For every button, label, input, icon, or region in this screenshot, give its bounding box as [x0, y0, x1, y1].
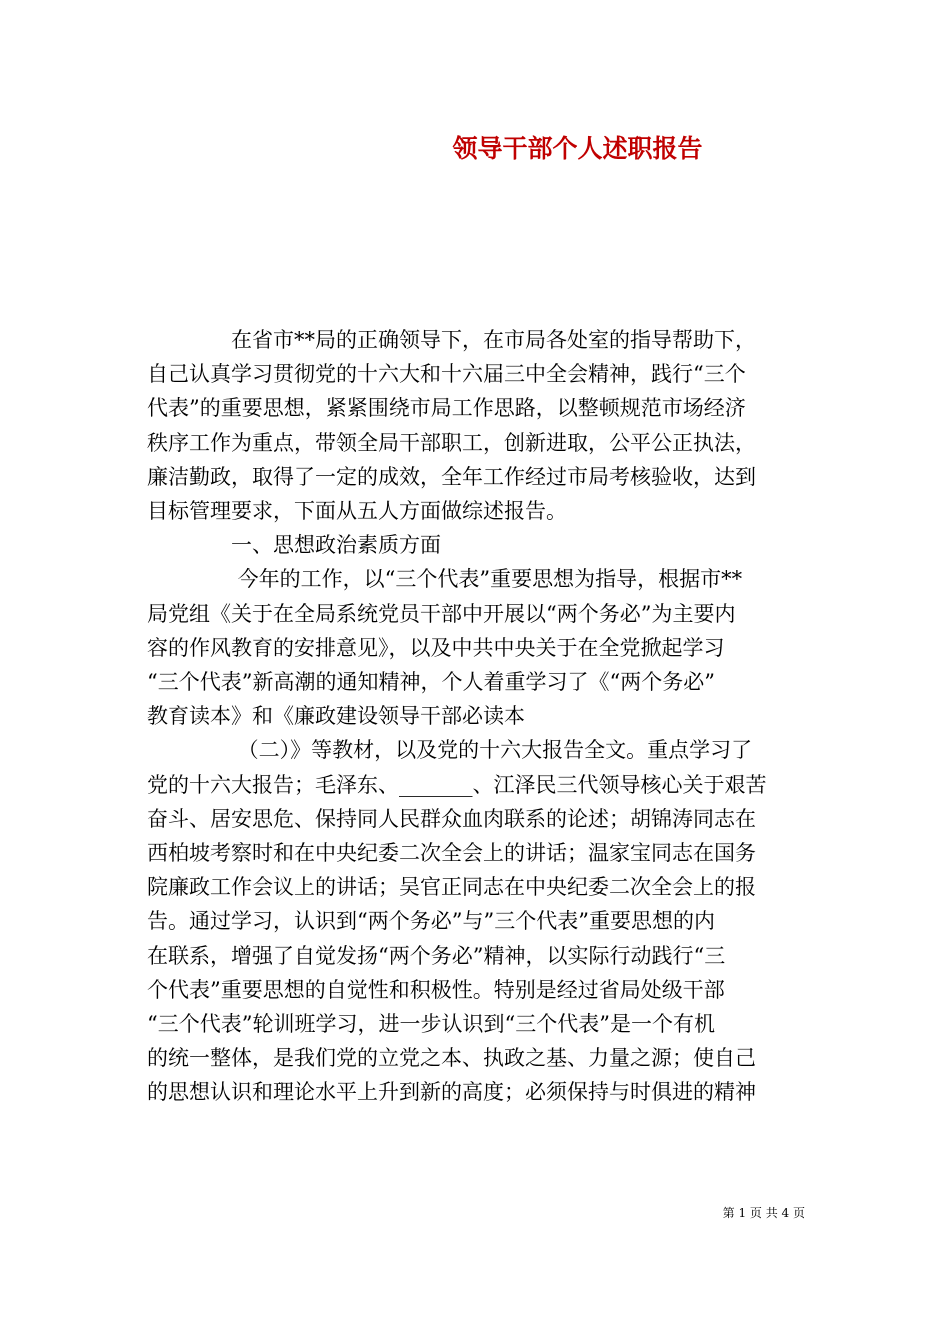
body-line: 西柏坡考察时和在中央纪委二次全会上的讲话；温家宝同志在国务: [147, 841, 756, 866]
body-line: 在省市**局的正确领导下，在市局各处室的指导帮助下，: [147, 328, 756, 352]
document-body: [147, 323, 811, 1110]
body-line: 告。通过学习，认识到“两个务必”与”三个代表”重要思想的内: [147, 909, 715, 934]
body-line: 奋斗、居安思危、保持同人民群众血肉联系的论述；胡锦涛同志在: [147, 806, 756, 831]
body-line: 秩序工作为重点，带领全局干部职工，创新进取，公平公正执法，: [147, 430, 756, 455]
body-line: 廉洁勤政，取得了一定的成效，全年工作经过市局考核验收，达到: [147, 464, 756, 489]
document-title: 领导干部个人述职报告: [452, 134, 703, 163]
body-line: 代表”的重要思想，紧紧围绕市局工作思路，以整顿规范市场经济: [147, 396, 746, 421]
body-line: 自己认真学习贯彻党的十六大和十六届三中全会精神，践行“三个: [147, 362, 746, 387]
section-heading: 一、思想政治素质方面: [147, 533, 441, 558]
body-line: 党的十六大报告；毛泽东、_______、江泽民三代领导核心关于艰苦: [147, 772, 767, 797]
body-line: 个代表”重要思想的自觉性和积极性。特别是经过省局处级干部: [147, 977, 725, 1002]
page-number-footer: 第 1 页 共 4 页: [722, 1206, 805, 1220]
body-line: 目标管理要求，下面从五人方面做综述报告。: [147, 499, 567, 524]
body-line: 在联系，增强了自觉发扬“两个务必”精神，以实际行动践行“三: [147, 943, 726, 968]
body-line: 局党组《关于在全局系统党员干部中开展以“两个务必”为主要内: [147, 601, 736, 626]
body-line: （二）》等教材，以及党的十六大报告全文。重点学习了: [147, 738, 753, 763]
body-line: “三个代表”轮训班学习，进一步认识到“三个代表”是一个有机: [147, 1012, 715, 1037]
body-line: 容的作风教育的安排意见》，以及中共中央关于在全党掀起学习: [147, 635, 725, 660]
body-line: 院廉政工作会议上的讲话；吴官正同志在中央纪委二次全会上的报: [147, 875, 756, 900]
body-line: “三个代表”新高潮的通知精神，个人着重学习了《“两个务必”: [147, 670, 715, 695]
body-line: 今年的工作，以“三个代表”重要思想为指导，根据市**: [147, 567, 743, 592]
body-line: 的思想认识和理论水平上升到新的高度；必须保持与时俱进的精神: [147, 1080, 756, 1105]
body-line: 的统一整体，是我们党的立党之本、执政之基、力量之源；使自己: [147, 1046, 756, 1071]
body-line: 教育读本》和《廉政建设领导干部必读本: [147, 704, 525, 729]
